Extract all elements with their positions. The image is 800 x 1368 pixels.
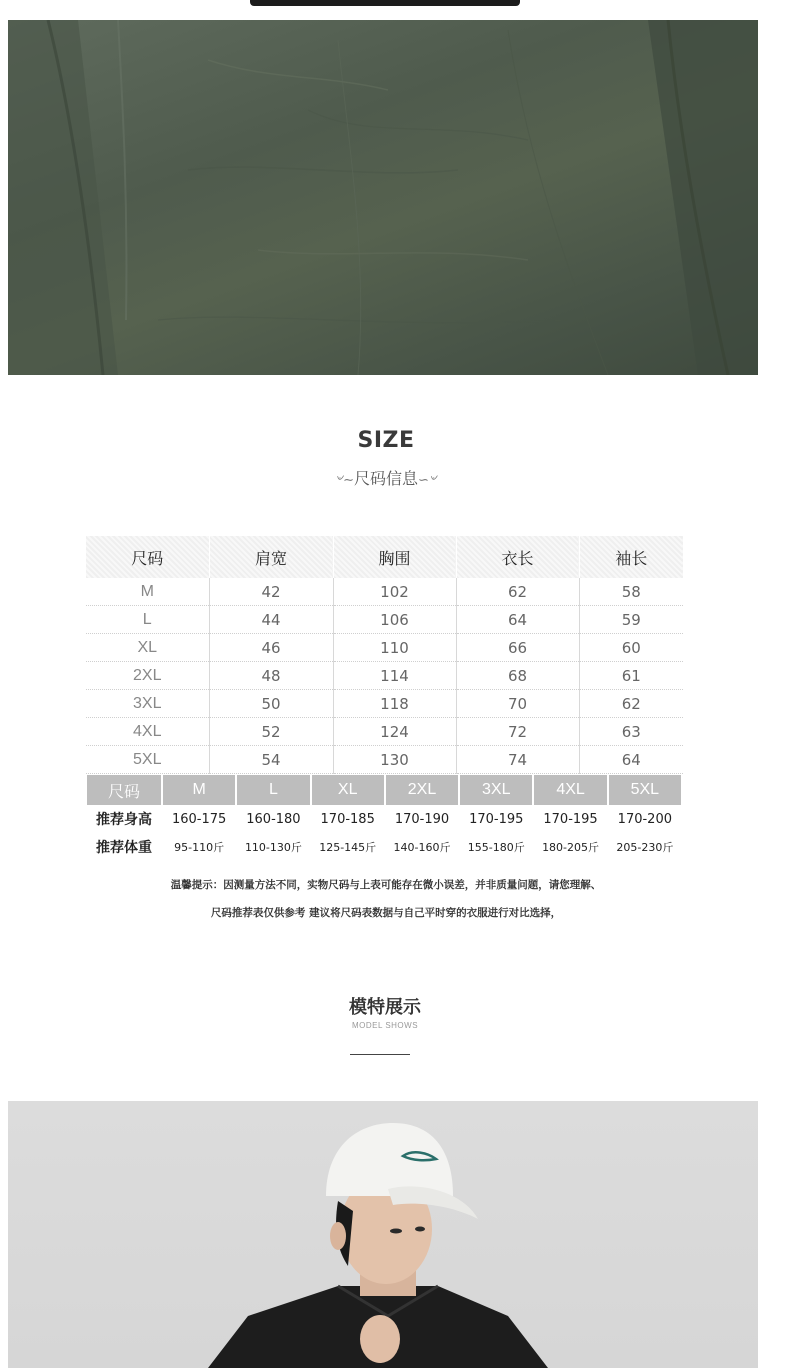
cell-size: 3XL (86, 690, 209, 718)
cell-length: 66 (456, 634, 579, 662)
rec-header-size: 尺码 (87, 775, 161, 805)
cell-chest: 114 (333, 662, 456, 690)
cell-size: L (86, 606, 209, 634)
ornament-left: ৺∼ (335, 473, 354, 488)
header-size: 尺码 (86, 536, 209, 578)
weight-cell: 180-205斤 (542, 841, 600, 854)
height-cell: 160-180 (246, 811, 301, 827)
weight-cell: 125-145斤 (319, 841, 377, 854)
cell-sleeve: 62 (579, 690, 683, 718)
model-figure (8, 1101, 758, 1368)
weight-cell: 155-180斤 (467, 841, 525, 854)
cell-shoulder: 44 (209, 606, 333, 634)
table-row (86, 690, 683, 718)
cell-shoulder: 50 (209, 690, 333, 718)
top-edge-strip (250, 0, 520, 6)
header-sleeve: 袖长 (579, 536, 683, 578)
cell-sleeve: 63 (579, 718, 683, 746)
height-cell: 170-200 (617, 811, 672, 827)
cell-length: 64 (456, 606, 579, 634)
cell-length: 74 (456, 746, 579, 774)
cell-sleeve: 64 (579, 746, 683, 774)
cell-size: 5XL (86, 746, 209, 774)
height-row-label: 推荐身高 (96, 812, 152, 828)
recommendation-header-row (87, 775, 681, 805)
size-title: SIZE (357, 428, 415, 453)
header-chest: 胸围 (333, 536, 456, 578)
table-row (86, 634, 683, 662)
height-cell: 170-190 (394, 811, 450, 827)
measurement-header-row (86, 536, 683, 578)
table-row (86, 746, 683, 774)
height-cell: 160-175 (171, 811, 227, 827)
cell-shoulder: 42 (209, 578, 333, 606)
cell-sleeve: 59 (579, 606, 683, 634)
recommended-height-row (87, 805, 681, 833)
model-section-subtitle: MODEL SHOWS (351, 1021, 419, 1030)
rec-header-5xl: 5XL (609, 775, 681, 805)
table-row (86, 578, 683, 606)
cell-sleeve: 58 (579, 578, 683, 606)
table-row (86, 662, 683, 690)
cell-size: M (86, 578, 209, 606)
header-shoulder: 肩宽 (209, 536, 333, 578)
cell-length: 72 (456, 718, 579, 746)
model-section-title: 模特展示 (349, 997, 421, 1018)
cell-length: 62 (456, 578, 579, 606)
cell-chest: 124 (333, 718, 456, 746)
weight-row-label: 推荐体重 (96, 840, 152, 856)
cell-sleeve: 60 (579, 634, 683, 662)
size-subtitle-text: 尺码信息 (353, 469, 418, 488)
recommendation-table (85, 775, 683, 861)
height-cell: 170-185 (320, 811, 375, 827)
measurement-table (86, 536, 683, 774)
cell-shoulder: 54 (209, 746, 333, 774)
rec-header-l: L (237, 775, 309, 805)
fabric-texture (8, 20, 758, 375)
measurement-disclaimer: 温馨提示：因测量方法不同，实物尺码与上表可能存在微小误差，并非质量问题，请您理解、 (170, 879, 602, 891)
cell-chest: 130 (333, 746, 456, 774)
recommendation-disclaimer: 尺码推荐表仅供参考 建议将尺码表数据与自己平时穿的衣服进行对比选择， (210, 907, 562, 919)
recommended-weight-row (87, 833, 681, 861)
table-row (86, 606, 683, 634)
cell-chest: 106 (333, 606, 456, 634)
cell-shoulder: 52 (209, 718, 333, 746)
rec-header-xl: XL (312, 775, 384, 805)
cell-shoulder: 48 (209, 662, 333, 690)
rec-header-m: M (163, 775, 235, 805)
rec-header-2xl: 2XL (386, 775, 458, 805)
weight-cell: 95-110斤 (174, 841, 225, 854)
cell-length: 68 (456, 662, 579, 690)
weight-cell: 205-230斤 (616, 841, 674, 854)
table-row (86, 718, 683, 746)
section-divider (350, 1054, 410, 1055)
rec-header-3xl: 3XL (460, 775, 532, 805)
cell-chest: 110 (333, 634, 456, 662)
cell-size: 2XL (86, 662, 209, 690)
weight-cell: 110-130斤 (244, 841, 302, 854)
model-photo (8, 1101, 758, 1368)
cell-length: 70 (456, 690, 579, 718)
cell-sleeve: 61 (579, 662, 683, 690)
size-subtitle (0, 466, 772, 492)
height-cell: 170-195 (543, 811, 598, 827)
ornament-right: ∽৺ (418, 473, 437, 488)
product-photo-shirt-closeup (8, 20, 758, 375)
weight-cell: 140-160斤 (393, 841, 451, 854)
cell-size: 4XL (86, 718, 209, 746)
rec-header-4xl: 4XL (534, 775, 606, 805)
height-cell: 170-195 (469, 811, 524, 827)
header-length: 衣长 (456, 536, 579, 578)
cell-size: XL (86, 634, 209, 662)
cell-chest: 118 (333, 690, 456, 718)
cell-shoulder: 46 (209, 634, 333, 662)
cell-chest: 102 (333, 578, 456, 606)
